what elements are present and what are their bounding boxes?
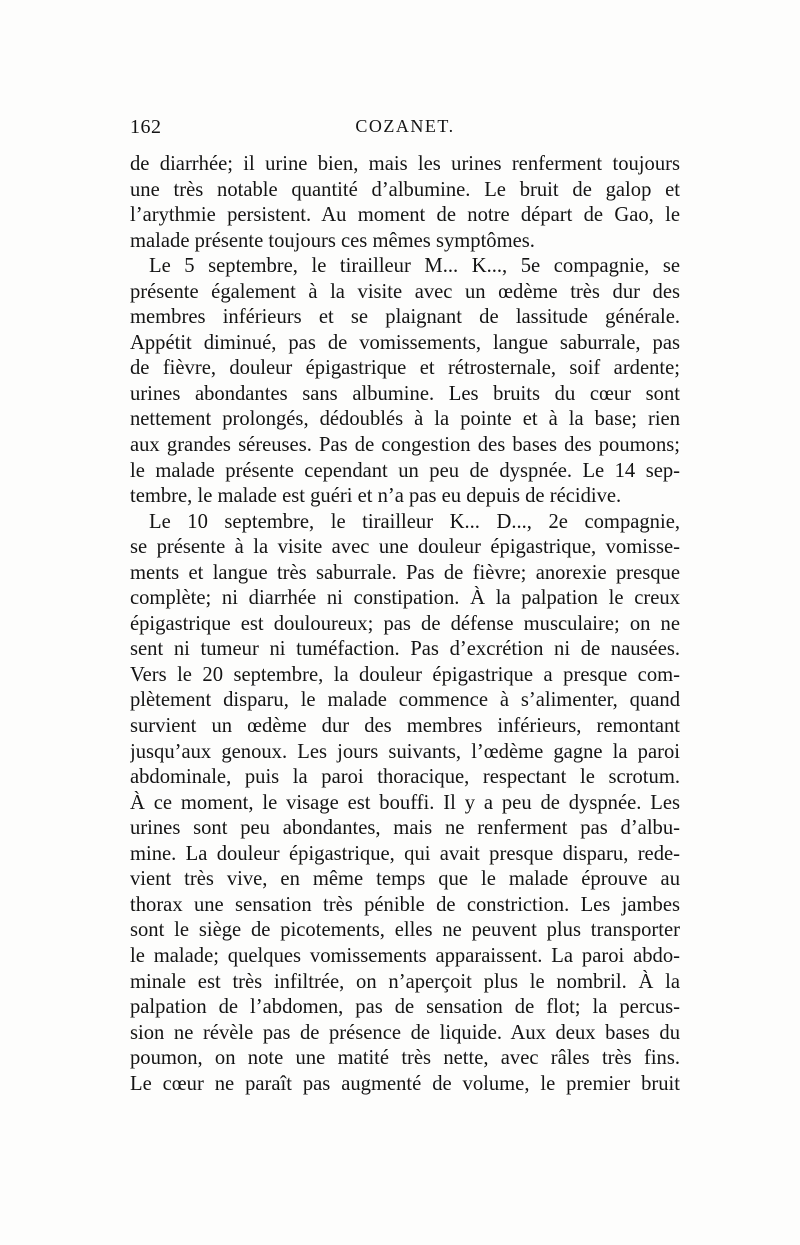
running-head — [130, 116, 680, 146]
text-line: complète; ni diarrhée ni constipation. À la palpation le creux — [130, 587, 680, 610]
text-line: épigastrique est douloureux; pas de défense musculaire; on ne — [130, 612, 680, 635]
text-line: jusqu’aux genoux. Les jours suivants, l’œdème gagne la paroi — [130, 740, 680, 763]
text-line: Vers le 20 septembre, la douleur épigastrique a presque com- — [130, 663, 680, 686]
text-line: minale est très infiltrée, on n’aperçoit plus le nombril. À la — [130, 970, 680, 993]
paragraph-start-line: Le 5 septembre, le tirailleur M... K..., 5e compagnie, se — [149, 255, 680, 278]
page-number: 162 — [130, 116, 162, 138]
text-line: l’arythmie persistent. Au moment de notre départ de Gao, le — [130, 204, 680, 227]
text-line: le malade présente cependant un peu de dyspnée. Le 14 sep- — [130, 459, 680, 482]
text-line: une très notable quantité d’albumine. Le bruit de galop et — [130, 178, 680, 201]
text-line: thorax une sensation très pénible de constriction. Les jambes — [130, 893, 680, 916]
text-line: le malade; quelques vomissements apparaissent. La paroi abdo- — [130, 944, 680, 967]
paragraph-start-line: Le 10 septembre, le tirailleur K... D..., 2e compagnie, — [149, 510, 680, 533]
text-line: plètement disparu, le malade commence à s’alimenter, quand — [130, 689, 680, 712]
text-line: présente également à la visite avec un œdème très dur des — [130, 280, 680, 303]
text-line: nettement prolongés, dédoublés à la pointe et à la base; rien — [130, 408, 680, 431]
running-title: COZANET. — [355, 116, 455, 136]
body-text — [130, 152, 680, 1097]
text-line: aux grandes séreuses. Pas de congestion des bases des poumons; — [130, 434, 680, 457]
text-line: se présente à la visite avec une douleur épigastrique, vomisse- — [130, 536, 680, 559]
text-line: palpation de l’abdomen, pas de sensation de flot; la percus- — [130, 996, 680, 1019]
text-line: de diarrhée; il urine bien, mais les urines renferment toujours — [130, 153, 680, 175]
text-line: de fièvre, douleur épigastrique et rétrosternale, soif ardente; — [130, 357, 680, 380]
text-line: urines abondantes sans albumine. Les bruits du cœur sont — [130, 382, 680, 405]
text-line: tembre, le malade est guéri et n’a pas eu depuis de récidive. — [130, 485, 622, 508]
text-line: membres inférieurs et se plaignant de lassitude générale. — [130, 306, 680, 329]
text-line: ments et langue très saburrale. Pas de fièvre; anorexie presque — [130, 561, 680, 584]
text-line: sion ne révèle pas de présence de liquide. Aux deux bases du — [130, 1021, 680, 1044]
text-line: poumon, on note une matité très nette, avec râles très fins. — [130, 1047, 680, 1070]
text-line: À ce moment, le visage est bouffi. Il y a peu de dyspnée. Les — [130, 791, 680, 814]
text-line: sont le siège de picotements, elles ne peuvent plus transporter — [130, 919, 680, 942]
text-line: abdominale, puis la paroi thoracique, respectant le scrotum. — [130, 766, 680, 789]
text-line: sent ni tumeur ni tuméfaction. Pas d’excrétion ni de nausées. — [130, 638, 680, 661]
text-line: survient un œdème dur des membres inférieurs, remontant — [130, 715, 680, 738]
text-line: mine. La douleur épigastrique, qui avait presque disparu, rede- — [130, 842, 680, 865]
text-line: urines sont peu abondantes, mais ne renferment pas d’albu- — [130, 817, 680, 840]
text-line: Appétit diminué, pas de vomissements, langue saburrale, pas — [130, 331, 680, 354]
text-line: vient très vive, en même temps que le malade éprouve au — [130, 868, 680, 891]
text-line: malade présente toujours ces mêmes symptômes. — [130, 229, 535, 252]
text-line: Le cœur ne paraît pas augmenté de volume, le premier bruit — [130, 1072, 680, 1095]
